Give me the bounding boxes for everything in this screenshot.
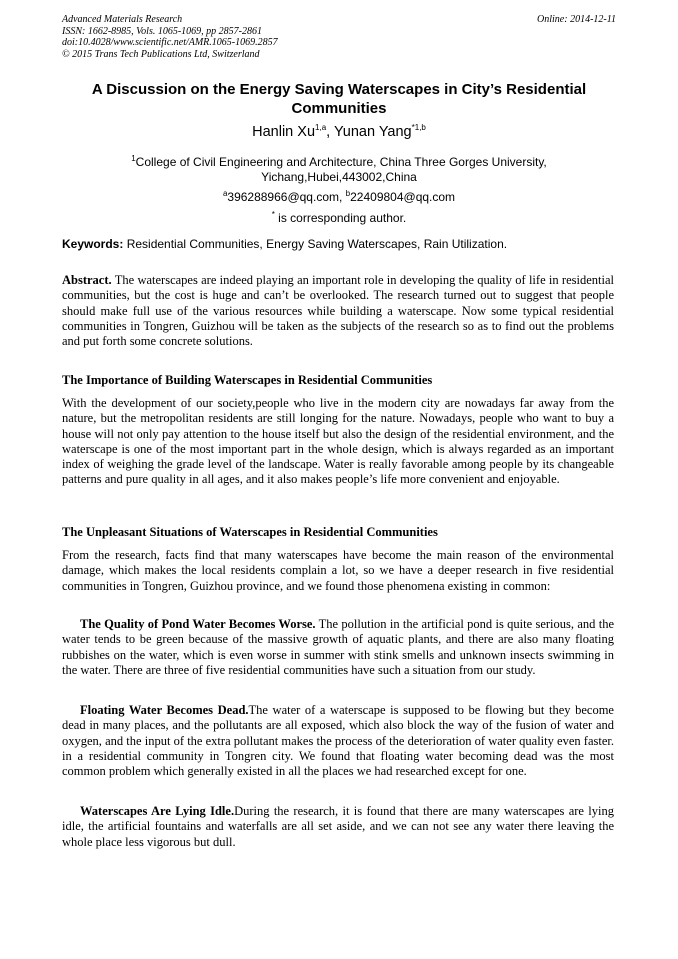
section-paragraph: From the research, facts find that many waterscapes have become the main reason of the environmental damage, which makes the local residents complain a lot, so we have a deeper research in five residential communities in Tongren, Guizhou province, and we found those phenomena existing in common: — [62, 548, 614, 593]
corresponding-note: is corresponding author. — [274, 211, 407, 225]
subsection-label: Floating Water Becomes Dead. — [80, 703, 249, 717]
email-link[interactable]: 22409804@qq.com — [350, 190, 456, 204]
online-date: Online: 2014-12-11 — [537, 14, 616, 25]
email-block — [62, 185, 616, 227]
journal-name: Advanced Materials Research — [62, 14, 183, 25]
copyright-line: © 2015 Trans Tech Publications Ltd, Switzerland — [62, 48, 260, 60]
email-superscript: b — [345, 189, 351, 198]
subsection-text: The pollution in the artificial pond is quite serious, and the water tends to be green because of the massive growth of aquatic plants, and there are also many floating rubbishes on the water, which is even worse in summer with stink smells and unknown insects swimming in the water. There are three of five residential communities have such a situation from our study. — [62, 617, 614, 677]
abstract — [62, 273, 614, 349]
section-heading: The Unpleasant Situations of Waterscapes in Residential Communities — [62, 525, 438, 539]
subsection-text: The water of a waterscape is supposed to be flowing but they become dead in many places, and the pollutants are all exposed, which also block the way of the fusion of water and oxygen, and the input of the extra pollutant makes the process of the deterioration of water quality even faster. in a residential community in Tongren city. We found that floating water becoming dead was the most common problem which generally existed in all the places we had researched except for one. — [62, 703, 614, 779]
affiliation-line: College of Civil Engineering and Architecture, China Three Gorges University, — [135, 155, 547, 169]
subsection-paragraph — [62, 804, 614, 850]
journal-header — [62, 14, 278, 60]
section-paragraph: With the development of our society,people who live in the modern city are nowadays far away from the nature, but the metropolitan residents are still longing for the nature. Nowadays, people who want to buy a house will not only pay attention to the house itself but also the design of the residential environment, and the waterscape is one of the most important part in the whole design, which is always regarded as an important index of weighing the grade level of the landscape. Water is really favorable among people by its changeable patterns and pure quality in all ages, and it also makes people’s life more convenient and enjoyable. — [62, 396, 614, 487]
author-superscript: *1,b — [411, 123, 426, 132]
abstract-text: The waterscapes are indeed playing an important role in developing the quality of life in residential communities, but the cost is huge and can’t be overlooked. The research turned out to suggest that people should make full use of the various resources while building a waterscape. Now some typical residential communities in Tongren, Guizhou will be taken as the subjects of the research so as to find out the problems and put forth some concrete solutions. — [62, 273, 614, 349]
author-name: Yunan Yang — [333, 123, 412, 140]
affiliation — [110, 151, 568, 185]
affiliation-line: Yichang,Hubei,443002,China — [261, 170, 417, 184]
author-name: Hanlin Xu — [252, 123, 316, 140]
author-line — [62, 123, 616, 140]
issn-line: ISSN: 1662-8985, Vols. 1065-1069, pp 2857-2861 — [62, 25, 262, 37]
corresponding-mark: * — [271, 210, 275, 219]
doi-line: doi:10.4028/www.scientific.net/AMR.1065-1069.2857 — [62, 37, 278, 48]
subsection-paragraph — [62, 703, 614, 779]
keywords — [62, 237, 616, 251]
paper-title: A Discussion on the Energy Saving Waterscapes in City’s Residential Communities — [91, 81, 587, 117]
keywords-text: Residential Communities, Energy Saving Waterscapes, Rain Utilization. — [123, 237, 508, 251]
email-superscript: a — [222, 189, 228, 198]
affiliation-superscript: 1 — [131, 154, 136, 163]
subsection-text: During the research, it is found that there are many waterscapes are lying idle, the artificial fountains and waterfalls are all set aside, and we can not see any water there leaving the whole place less vigorous but dull. — [62, 804, 614, 849]
keywords-label: Keywords: — [62, 237, 124, 251]
subsection-label: Waterscapes Are Lying Idle. — [80, 804, 235, 818]
email-link[interactable]: 396288966@qq.com, — [227, 190, 343, 204]
subsection-label: The Quality of Pond Water Becomes Worse. — [80, 617, 316, 631]
subsection-paragraph — [62, 617, 614, 678]
author-separator: , — [326, 123, 334, 140]
abstract-label: Abstract. — [62, 273, 112, 287]
section-heading: The Importance of Building Waterscapes in Residential Communities — [62, 373, 433, 387]
author-superscript: 1,a — [315, 123, 327, 132]
